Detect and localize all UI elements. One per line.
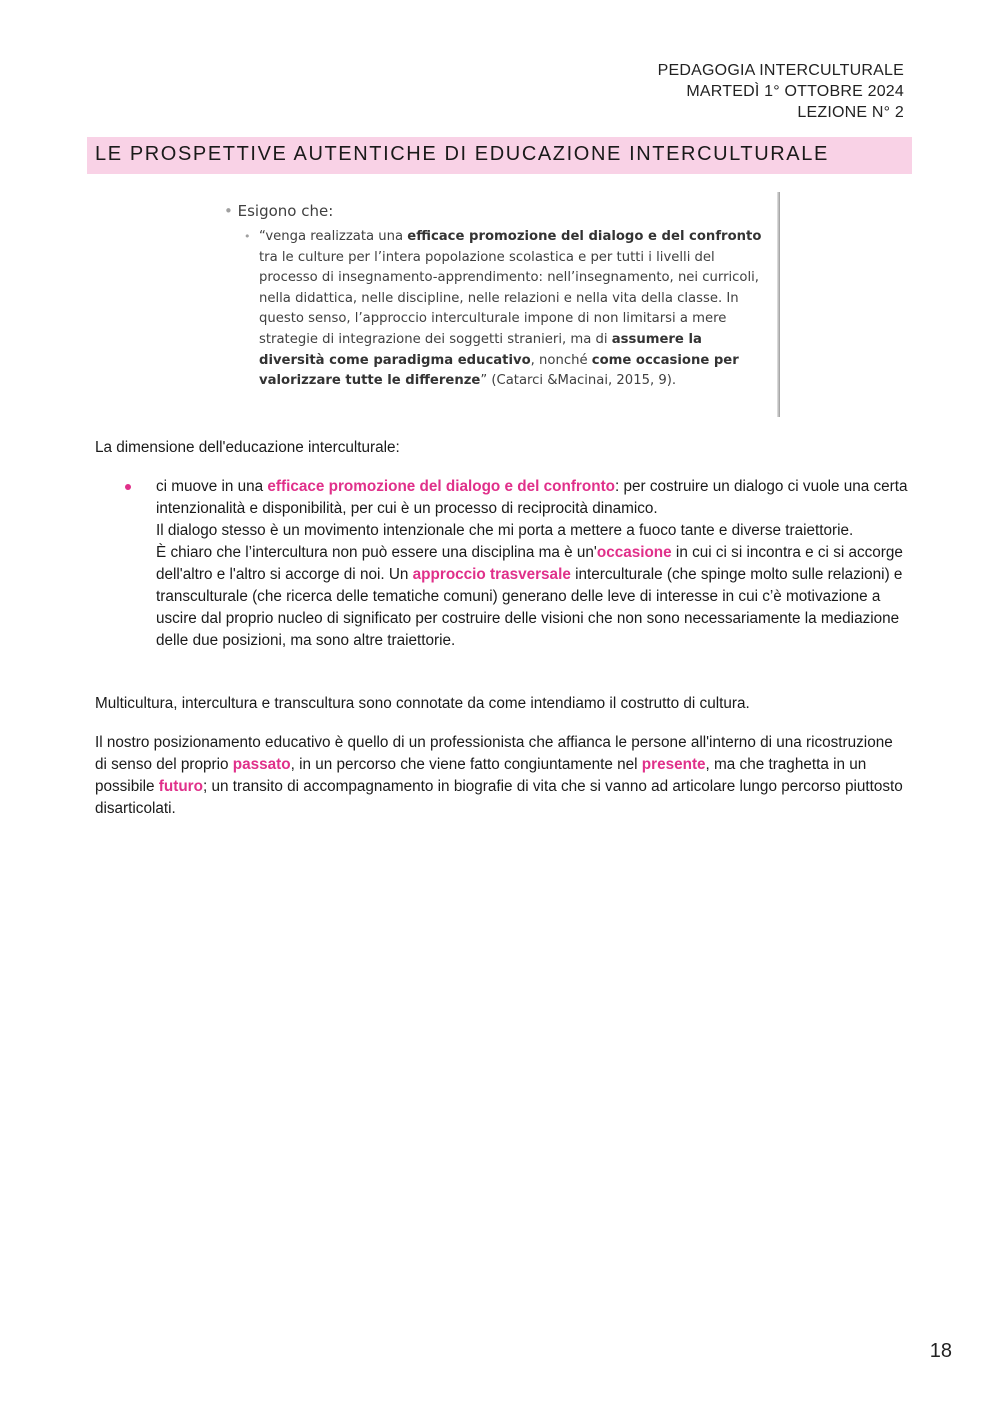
bold-text-run: efficace promozione del dialogo e del confronto: [407, 229, 762, 244]
text-run: , in un percorso che viene fatto congiuntamente nel: [290, 756, 642, 773]
bold-text-run: assumere la diversità come paradigma educativo: [259, 331, 702, 368]
text-run: ; un transito di accompagnamento in biografie di vita che si vanno ad articolare lungo percorso piuttosto disarticolati.: [95, 778, 903, 817]
bullet-dot-icon: •: [244, 230, 251, 243]
text-run: interculturale (che spinge molto sulle relazioni) e transculturale (che ricerca delle tematiche comuni) generano delle leve di interesse in cui c’è motivazione a uscire dal proprio nucleo di significato per costruire delle visioni che non sono necessariamente la mediazione delle due posizioni, ma sono altre traiettorie.: [156, 566, 903, 649]
highlighted-text-run: presente: [641, 756, 706, 773]
text-run: tra le culture per l’intera popolazione scolastica e per tutti i livelli del processo di insegnamento-apprendimento: nell’insegnamento, nei curricoli, nella didattica, nelle discipline, nelle relazioni e nella vita della classe. In questo senso, l’approccio interculturale impone di non limitarsi a mere strategie di integrazione dei soggetti stranieri, ma di: [259, 249, 759, 347]
text-run: ” (Catarci &Macinai, 2015, 9).: [480, 373, 677, 389]
text-run: Il dialogo stesso è un movimento intenzionale che mi porta a mettere a fuoco tante e diverse traiettorie.: [156, 522, 854, 539]
highlighted-text-run: futuro: [158, 778, 203, 795]
highlighted-text-run: passato: [232, 756, 291, 773]
text-run: Il nostro posizionamento educativo è quello di un professionista che affianca le persone all'interno di una ricostruzione di senso del proprio: [95, 734, 893, 773]
text-run: , nonché: [530, 352, 592, 368]
highlighted-text-run: efficace promozione del dialogo e del confronto: [267, 478, 616, 495]
text-run: : per costruire un dialogo ci vuole una certa intenzionalità e disponibilità, per cui è un processo di reciprocità dinamico.: [156, 478, 908, 517]
bullet-text: [156, 476, 915, 652]
slide-level1-text: Esigono che:: [237, 202, 334, 220]
highlighted-text-run: occasione: [596, 544, 672, 561]
section-title: LE PROSPETTIVE AUTENTICHE DI EDUCAZIONE INTERCULTURALE: [87, 137, 912, 174]
slide-edge-shadow: [777, 192, 780, 417]
text-run: “venga realizzata una: [259, 229, 408, 244]
slide-level1-bullet: [224, 202, 333, 220]
text-run: È chiaro che l’intercultura non può essere una disciplina ma è un': [156, 544, 597, 561]
multicultura-paragraph: Multicultura, intercultura e transcultura sono connotate da come intendiamo il costrutto di cultura.: [95, 695, 750, 712]
intro-paragraph: La dimensione dell'educazione interculturale:: [95, 439, 400, 456]
lesson-date: MARTEDÌ 1° OTTOBRE 2024: [686, 83, 904, 100]
bullet-dot-icon: •: [224, 202, 233, 220]
text-run: in cui ci si incontra e ci si accorge dell'altro e l'altro si accorge di noi. Un: [156, 544, 903, 583]
course-name: PEDAGOGIA INTERCULTURALE: [657, 62, 904, 79]
text-run: , ma che traghetta in un possibile: [95, 756, 867, 795]
lesson-number: LEZIONE N° 2: [797, 104, 904, 121]
bold-text-run: come occasione per valorizzare tutte le differenze: [259, 352, 739, 389]
bullet-dot-icon: [125, 484, 131, 490]
bullet-list: [95, 476, 915, 652]
text-run: ci muove in una: [156, 478, 268, 495]
document-header: [658, 60, 904, 123]
posizionamento-paragraph: [95, 732, 905, 820]
list-item: [95, 476, 915, 652]
slide-quote-text: [259, 227, 764, 392]
page-number: 18: [929, 1340, 952, 1362]
slide-excerpt-image: [222, 192, 780, 417]
highlighted-text-run: approccio trasversale: [412, 566, 571, 583]
slide-quote-bullet: [244, 227, 764, 392]
